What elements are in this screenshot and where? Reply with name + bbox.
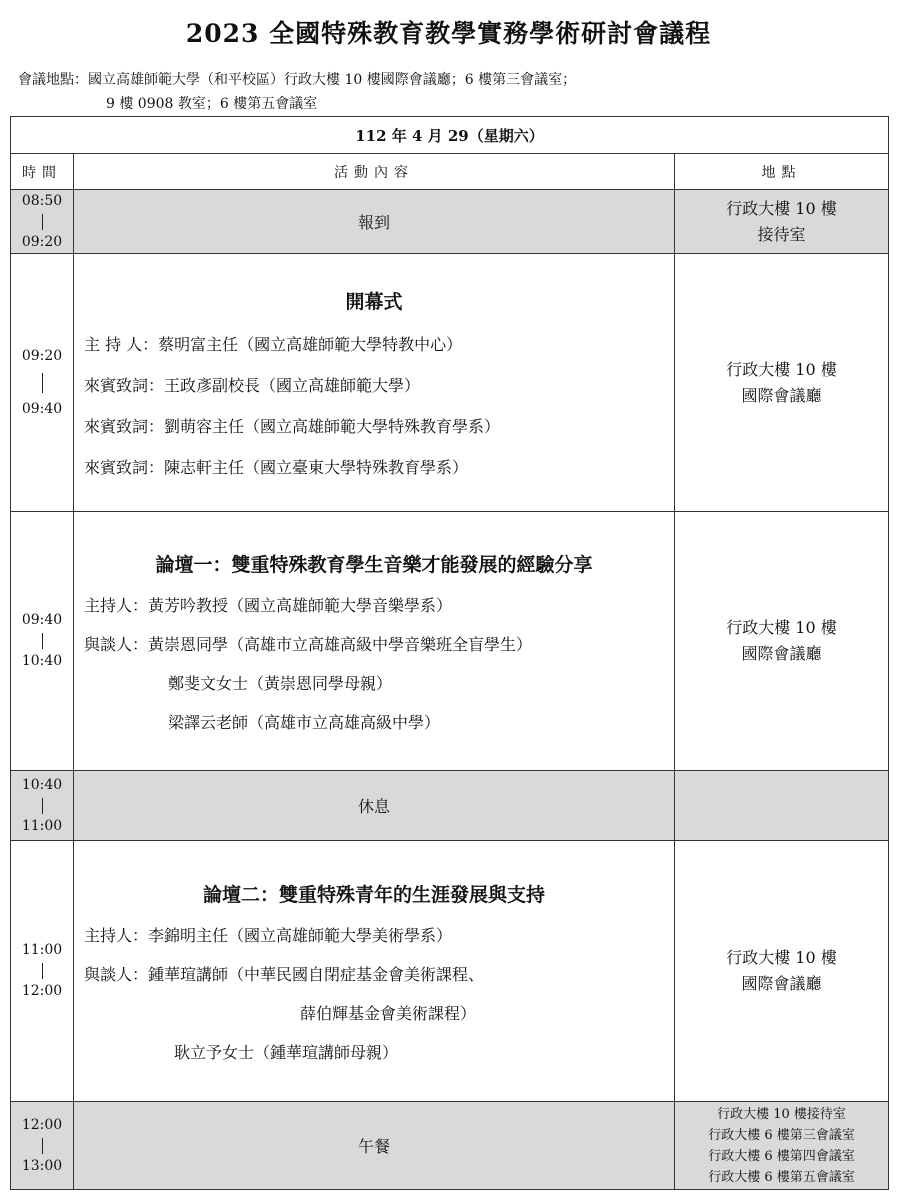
activity-line: 與談人：鍾華瑄講師（中華民國自閉症基金會美術課程、 (84, 964, 485, 984)
location-line: 行政大樓 10 樓 (726, 198, 837, 218)
activity-line: 主持人：黃芳吟教授（國立高雄師範大學音樂學系） (84, 595, 453, 615)
location-line: 行政大樓 10 樓 (726, 948, 837, 967)
location-cell (675, 512, 889, 771)
page-title: 2023 全國特殊教育教學實務學術研討會議程 (185, 19, 712, 48)
activity-cell (74, 254, 675, 512)
time-cell (11, 1102, 74, 1190)
start-time: 11:00 (21, 942, 63, 958)
location-line: 國際會議廳 (741, 644, 822, 663)
end-time: 09:20 (21, 233, 63, 250)
location-cell (675, 771, 889, 841)
time-cell (11, 841, 74, 1102)
time-cell (11, 190, 74, 254)
location-line: 行政大樓 10 樓 (726, 618, 837, 637)
location-line: 行政大樓 6 樓第四會議室 (708, 1148, 855, 1164)
header-row (11, 154, 889, 190)
activity-cell (74, 841, 675, 1102)
location-line: 接待室 (757, 224, 806, 244)
date-row (11, 117, 889, 154)
table-row (11, 841, 889, 1102)
start-time: 10:40 (21, 776, 63, 793)
session-heading: 開幕式 (345, 291, 403, 313)
activity-cell: 休息 (74, 771, 675, 841)
table-row (11, 254, 889, 512)
time-separator (42, 1138, 43, 1154)
activity-cell: 午餐 (74, 1102, 675, 1190)
end-time: 09:40 (21, 400, 63, 417)
activity-line: 主 持 人：蔡明富主任（國立高雄師範大學特教中心） (84, 335, 463, 354)
time-separator (42, 633, 43, 649)
session-heading: 論壇一：雙重特殊教育學生音樂才能發展的經驗分享 (155, 553, 593, 576)
activity-line: 來賓致詞：陳志軒主任（國立臺東大學特殊教育學系） (84, 458, 469, 477)
start-time: 09:40 (21, 612, 63, 628)
time-separator (42, 373, 43, 393)
activity-line: 梁譯云老師（高雄市立高雄高級中學） (168, 712, 441, 732)
time-cell (11, 254, 74, 512)
start-time: 09:20 (21, 347, 63, 364)
session-heading: 論壇二：雙重特殊青年的生涯發展與支持 (202, 883, 545, 906)
end-time: 11:00 (21, 817, 63, 834)
table-row (11, 190, 889, 254)
schedule-table (10, 116, 889, 1190)
location-cell (675, 841, 889, 1102)
activity-line: 鄭斐文女士（黃崇恩同學母親） (168, 673, 393, 693)
table-row (11, 1102, 889, 1190)
header-time: 時間 (11, 154, 74, 190)
activity-cell (74, 512, 675, 771)
activity-line: 薛伯輝基金會美術課程） (300, 1003, 477, 1023)
table-row (11, 512, 889, 771)
activity-line: 來賓致詞：王政彥副校長（國立高雄師範大學） (84, 376, 421, 395)
time-separator (42, 963, 43, 979)
location-cell (675, 254, 889, 512)
table-row (11, 771, 889, 841)
time-cell (11, 771, 74, 841)
header-location: 地點 (675, 154, 889, 190)
location-line: 國際會議廳 (741, 385, 822, 405)
time-separator (42, 798, 43, 814)
end-time: 13:00 (21, 1157, 63, 1174)
location-line: 國際會議廳 (741, 974, 822, 993)
activity-line: 主持人：李錦明主任（國立高雄師範大學美術學系） (84, 925, 453, 945)
location-cell (675, 1102, 889, 1190)
start-time: 12:00 (21, 1116, 63, 1133)
end-time: 12:00 (21, 983, 63, 999)
end-time: 10:40 (21, 653, 63, 669)
time-cell (11, 512, 74, 771)
venue-line: 9 樓 0908 教室；6 樓第五會議室 (106, 96, 318, 112)
start-time: 08:50 (21, 192, 63, 209)
venue-line: 會議地點：國立高雄師範大學（和平校區）行政大樓 10 樓國際會議廳；6 樓第三會議室； (18, 72, 577, 88)
header-activity: 活動內容 (74, 154, 675, 190)
activity-line: 來賓致詞：劉萌容主任（國立高雄師範大學特殊教育學系） (84, 417, 501, 436)
location-line: 行政大樓 10 樓接待室 (717, 1106, 846, 1122)
location-cell (675, 190, 889, 254)
location-line: 行政大樓 6 樓第三會議室 (708, 1127, 855, 1143)
time-separator (42, 214, 43, 230)
location-line: 行政大樓 10 樓 (726, 359, 837, 379)
activity-cell: 報到 (74, 190, 675, 254)
schedule-date: 112 年 4 月 29（星期六） (11, 117, 889, 154)
activity-line: 耿立予女士（鍾華瑄講師母親） (174, 1042, 399, 1062)
location-line: 行政大樓 6 樓第五會議室 (708, 1169, 855, 1185)
activity-line: 與談人：黃崇恩同學（高雄市立高雄高級中學音樂班全盲學生） (84, 634, 533, 654)
